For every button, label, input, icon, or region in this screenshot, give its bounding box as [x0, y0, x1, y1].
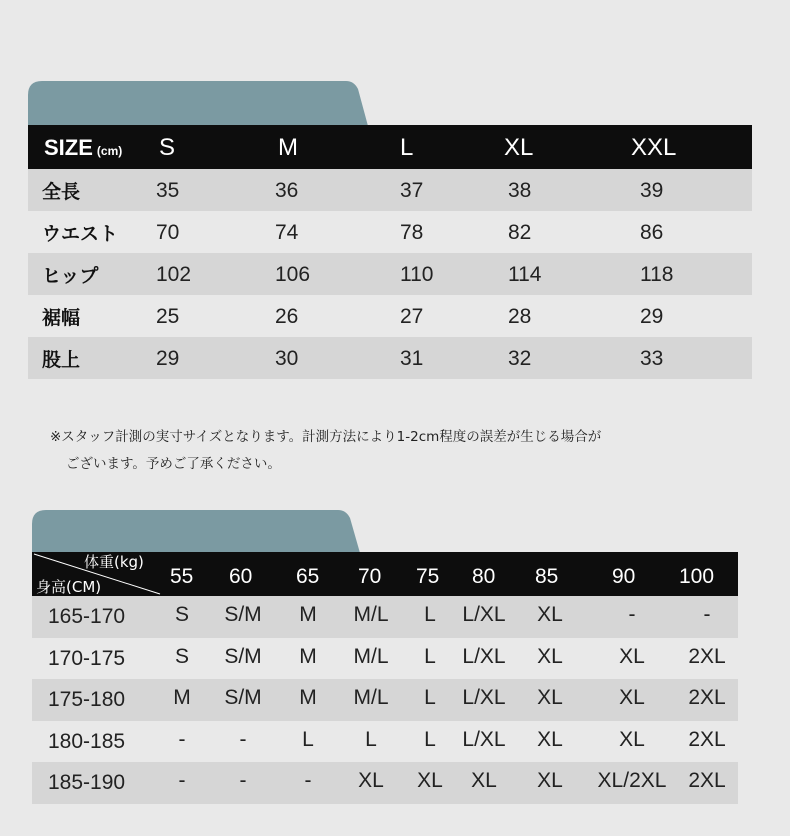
size-recommendation: L [424, 603, 436, 626]
size-recommendation: XL [619, 644, 645, 668]
size-value: 102 [156, 263, 192, 286]
size-recommendation: 2XL [688, 644, 726, 668]
size-recommendation: - [178, 769, 186, 792]
weight-55: 55 [170, 565, 194, 588]
size-recommendation: - [304, 769, 312, 792]
weight-85: 85 [535, 565, 559, 588]
size-recommendation: XL [619, 686, 645, 709]
size-table-header [28, 125, 752, 169]
table1-tab [28, 81, 368, 126]
size-table [28, 125, 752, 379]
size-recommendation: XL [471, 769, 497, 792]
row-label: ウエスト [42, 223, 119, 245]
size-recommendation: S/M [224, 686, 262, 709]
height-weight-row [32, 679, 738, 721]
size-recommendation: L [302, 727, 314, 751]
size-value: 38 [508, 179, 532, 202]
size-recommendation: M/L [353, 603, 389, 626]
size-value: 82 [508, 221, 532, 244]
height-weight-row [32, 762, 738, 804]
row-label: ヒップ [42, 265, 99, 287]
size-recommendation: XL/2XL [597, 769, 667, 792]
size-recommendation: XL [537, 686, 563, 709]
size-m: M [278, 134, 298, 161]
size-recommendation: - [178, 727, 186, 751]
height-range: 170-175 [48, 646, 126, 670]
size-s: S [159, 134, 176, 161]
size-recommendation: M [299, 686, 317, 709]
size-value: 33 [640, 347, 664, 370]
size-recommendation: XL [417, 769, 443, 792]
weight-80: 80 [472, 565, 496, 588]
height-weight-header [32, 552, 738, 596]
size-xxl: XXL [631, 134, 677, 161]
height-header: 身高(CM) [36, 578, 102, 596]
size-recommendation: L/XL [462, 603, 506, 626]
size-recommendation: XL [537, 644, 563, 668]
weight-100: 100 [679, 565, 715, 588]
size-recommendation: XL [358, 769, 384, 792]
size-value: 106 [275, 263, 311, 286]
size-value: 28 [508, 305, 532, 328]
size-recommendation: L/XL [462, 727, 506, 751]
size-value: 35 [156, 179, 180, 202]
row-label: 全長 [42, 181, 81, 203]
weight-75: 75 [416, 565, 440, 588]
size-recommendation: M/L [353, 644, 389, 668]
size-table-row [28, 169, 752, 211]
size-recommendation: L/XL [462, 686, 506, 709]
size-value: 114 [508, 263, 542, 286]
note-line-1: ※スタッフ計測の実寸サイズとなります。計測方法により1-2cm程度の誤差が生じる場合が [50, 429, 602, 445]
weight-60: 60 [229, 565, 253, 588]
size-value: 110 [400, 263, 434, 286]
size-value: 36 [275, 179, 299, 202]
size-recommendation: 2XL [688, 686, 726, 709]
size-recommendation: M [299, 603, 317, 626]
size-value: 86 [640, 221, 664, 244]
size-table-row [28, 337, 752, 379]
size-table-row [28, 211, 752, 253]
size-value: 74 [275, 221, 299, 244]
size-caption: SIZE (cm) [44, 135, 123, 160]
size-value: 118 [640, 263, 674, 286]
size-value: 27 [400, 305, 424, 328]
size-value: 37 [400, 179, 424, 202]
size-value: 29 [156, 347, 180, 370]
size-recommendation: M/L [353, 686, 389, 709]
size-recommendation: M [173, 686, 191, 709]
size-recommendation: - [239, 769, 247, 792]
size-recommendation: S [174, 603, 190, 626]
size-recommendation: L/XL [462, 644, 506, 668]
size-recommendation: XL [619, 727, 645, 751]
weight-header: 体重(kg) [84, 553, 144, 571]
height-range: 165-170 [48, 605, 126, 628]
note-line-2: ございます。予めご了承ください。 [66, 456, 281, 472]
size-recommendation: L [424, 727, 436, 751]
size-recommendation: S/M [224, 644, 262, 668]
size-recommendation: XL [537, 603, 563, 626]
row-label: 股上 [42, 349, 81, 371]
size-l: L [400, 134, 414, 161]
size-table-row [28, 253, 752, 295]
size-value: 30 [275, 347, 299, 370]
size-recommendation: S/M [224, 603, 262, 626]
size-recommendation: XL [537, 727, 563, 751]
size-value: 32 [508, 347, 532, 370]
size-recommendation: M [299, 644, 317, 668]
size-recommendation: S [174, 644, 190, 668]
height-range: 180-185 [48, 729, 126, 753]
weight-70: 70 [358, 565, 382, 588]
size-recommendation: - [703, 603, 711, 626]
height-weight-row [32, 596, 738, 638]
size-value: 70 [156, 221, 180, 244]
height-weight-row [32, 638, 738, 680]
weight-90: 90 [612, 565, 636, 588]
size-table-row [28, 295, 752, 337]
size-recommendation: 2XL [688, 769, 726, 792]
size-recommendation: 2XL [688, 727, 726, 751]
size-value: 29 [640, 305, 664, 328]
size-value: 25 [156, 305, 180, 328]
height-weight-row [32, 721, 738, 763]
size-recommendation: XL [537, 769, 563, 792]
size-value: 26 [275, 305, 299, 328]
size-recommendation: L [424, 644, 436, 668]
height-range: 185-190 [48, 771, 126, 794]
size-value: 31 [400, 347, 424, 370]
measurement-note [50, 424, 601, 478]
size-xl: XL [504, 134, 534, 161]
size-recommendation: L [365, 727, 377, 751]
size-recommendation: - [628, 603, 636, 626]
size-recommendation: L [424, 686, 436, 709]
size-value: 78 [400, 221, 424, 244]
row-label: 裾幅 [42, 307, 81, 329]
table2-tab [32, 510, 360, 553]
size-value: 39 [640, 179, 664, 202]
height-range: 175-180 [48, 688, 126, 711]
weight-65: 65 [296, 565, 320, 588]
size-recommendation: - [239, 727, 247, 751]
height-weight-table [32, 552, 738, 804]
